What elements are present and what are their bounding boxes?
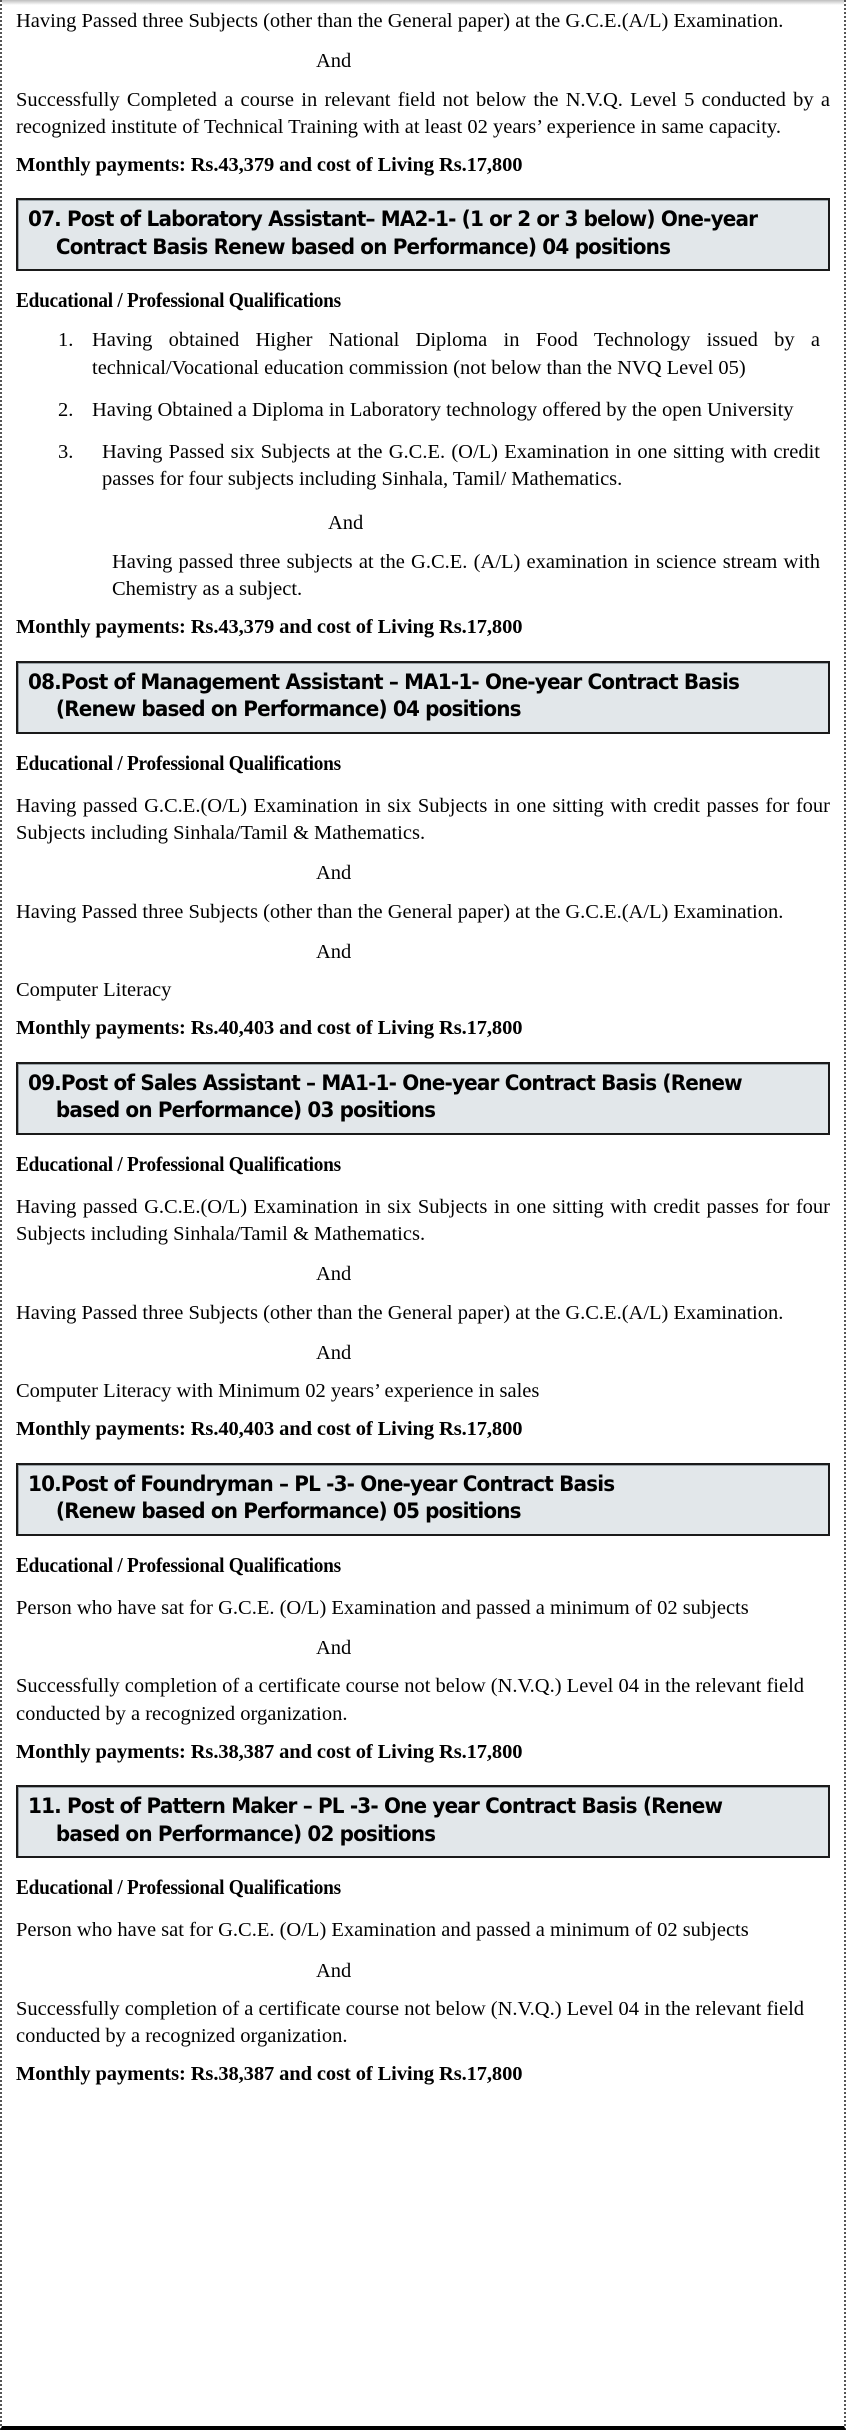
spacer — [16, 1900, 830, 1917]
monthly-payments-line: Monthly payments: Rs.43,379 and cost of Living Rs.17,800 — [16, 154, 523, 176]
post-heading-line-2: (Renew based on Performance) 05 positions — [55, 1499, 521, 1525]
page-content — [16, 0, 830, 2089]
list-item-number: 3. — [58, 441, 74, 464]
post-heading-line-2: Contract Basis Renew based on Performance) 04 positions — [55, 234, 671, 260]
post-heading-box-07 — [16, 198, 830, 271]
qualification-paragraph: Computer Literacy with Minimum 02 years’ experience in sales — [16, 1380, 540, 1403]
post-heading-line-2: (Renew based on Performance) 04 positions — [55, 697, 521, 723]
and-connector: And — [316, 862, 352, 885]
post-heading-line-1: 07. Post of Laboratory Assistant– MA2-1- (1 or 2 or 3 below) One-year — [28, 207, 758, 233]
qualifications-heading-07: Educational / Professional Qualifications — [16, 288, 341, 313]
list-item-tail-text: Having passed three subjects at the G.C.E. (A/L) examination in science stream with Chemistry as a subject. — [112, 550, 820, 601]
qualification-paragraph: Computer Literacy — [16, 979, 172, 1002]
qualification-paragraph: Successfully completion of a certificate course not below (N.V.Q.) Level 04 in the relevant field conducted by a recognized organization. — [16, 1997, 805, 2048]
qualification-paragraph: Person who have sat for G.C.E. (O/L) Examination and passed a minimum of 02 subjects — [16, 1596, 749, 1619]
and-connector: And — [316, 50, 352, 73]
monthly-payments-line: Monthly payments: Rs.43,379 and cost of Living Rs.17,800 — [16, 616, 523, 639]
and-connector: And — [316, 1263, 352, 1286]
qualification-paragraph: Having passed G.C.E.(O/L) Examination in six Subjects in one sitting with credit passes for four Subjects including Sinhala/Tamil & Mathematics. — [16, 1195, 830, 1246]
qualifications-heading-11: Educational / Professional Qualifications — [16, 1875, 341, 1900]
spacer — [16, 1578, 830, 1595]
monthly-payments-line: Monthly payments: Rs.40,403 and cost of Living Rs.17,800 — [16, 1017, 523, 1040]
continued-paragraph-1: Having Passed three Subjects (other than the General paper) at the G.C.E.(A/L) Examination. — [16, 10, 784, 32]
monthly-payments-line: Monthly payments: Rs.38,387 and cost of Living Rs.17,800 — [16, 1740, 523, 1763]
spacer — [16, 776, 830, 793]
post-heading-line-1: 08.Post of Management Assistant – MA1-1- One-year Contract Basis — [28, 669, 740, 695]
qualification-paragraph: Having Passed three Subjects (other than the General paper) at the G.C.E.(A/L) Examination. — [16, 900, 784, 923]
list-item — [16, 397, 820, 424]
list-item — [16, 439, 820, 603]
list-item-text: Having obtained Higher National Diploma in Food Technology issued by a technical/Vocational education commission (not below than the NVQ Level 05) — [92, 329, 820, 379]
qualifications-heading-09: Educational / Professional Qualifications — [16, 1151, 341, 1176]
qualifications-heading-10: Educational / Professional Qualifications — [16, 1552, 341, 1577]
post-heading-line-2: based on Performance) 02 positions — [55, 1821, 436, 1847]
post-heading-line-1: 11. Post of Pattern Maker – PL -3- One year Contract Basis (Renew — [28, 1794, 723, 1820]
list-item-number: 1. — [58, 329, 74, 352]
qualification-paragraph: Person who have sat for G.C.E. (O/L) Examination and passed a minimum of 02 subjects — [16, 1919, 749, 1942]
post-heading-box-10 — [16, 1463, 830, 1536]
qualification-paragraph: Successfully completion of a certificate course not below (N.V.Q.) Level 04 in the relevant field conducted by a recognized organization. — [16, 1675, 805, 1725]
and-connector: And — [316, 1341, 352, 1364]
list-item-text: Having Obtained a Diploma in Laboratory technology offered by the open University — [92, 398, 794, 421]
post-heading-line-1: 09.Post of Sales Assistant – MA1-1- One-year Contract Basis (Renew — [28, 1070, 742, 1096]
list-item-number: 2. — [58, 398, 74, 421]
post-heading-box-09 — [16, 1062, 830, 1135]
and-connector: And — [316, 1637, 352, 1660]
qualification-paragraph: Having Passed three Subjects (other than the General paper) at the G.C.E.(A/L) Examination. — [16, 1301, 784, 1324]
list-item-text: Having Passed six Subjects at the G.C.E. (O/L) Examination in one sitting with credit passes for four subjects including Sinhala, Tamil/ Mathematics. — [102, 441, 820, 491]
post-heading-box-08 — [16, 661, 830, 734]
post-heading-box-11 — [16, 1785, 830, 1858]
monthly-payments-line: Monthly payments: Rs.40,403 and cost of Living Rs.17,800 — [16, 1418, 523, 1441]
qualification-paragraph: Having passed G.C.E.(O/L) Examination in six Subjects in one sitting with credit passes for four Subjects including Sinhala/Tamil & Mathematics. — [16, 794, 830, 845]
spacer — [16, 1177, 830, 1194]
and-connector: And — [316, 940, 352, 963]
and-connector: And — [316, 1959, 352, 1982]
continued-paragraph-2: Successfully Completed a course in relevant field not below the N.V.Q. Level 5 conducted by a recognized institute of Technical Training with at least 02 years’ experience in same capacity. — [16, 88, 830, 138]
qualifications-heading-08: Educational / Professional Qualifications — [16, 750, 341, 775]
post-heading-line-2: based on Performance) 03 positions — [55, 1098, 436, 1124]
page-top-shade — [2, 0, 844, 5]
post-heading-line-1: 10.Post of Foundryman – PL -3- One-year Contract Basis — [28, 1471, 615, 1497]
monthly-payments-line: Monthly payments: Rs.38,387 and cost of Living Rs.17,800 — [16, 2063, 523, 2086]
qualifications-list-07 — [16, 327, 830, 603]
list-item — [16, 327, 820, 382]
and-connector: And — [328, 511, 364, 534]
